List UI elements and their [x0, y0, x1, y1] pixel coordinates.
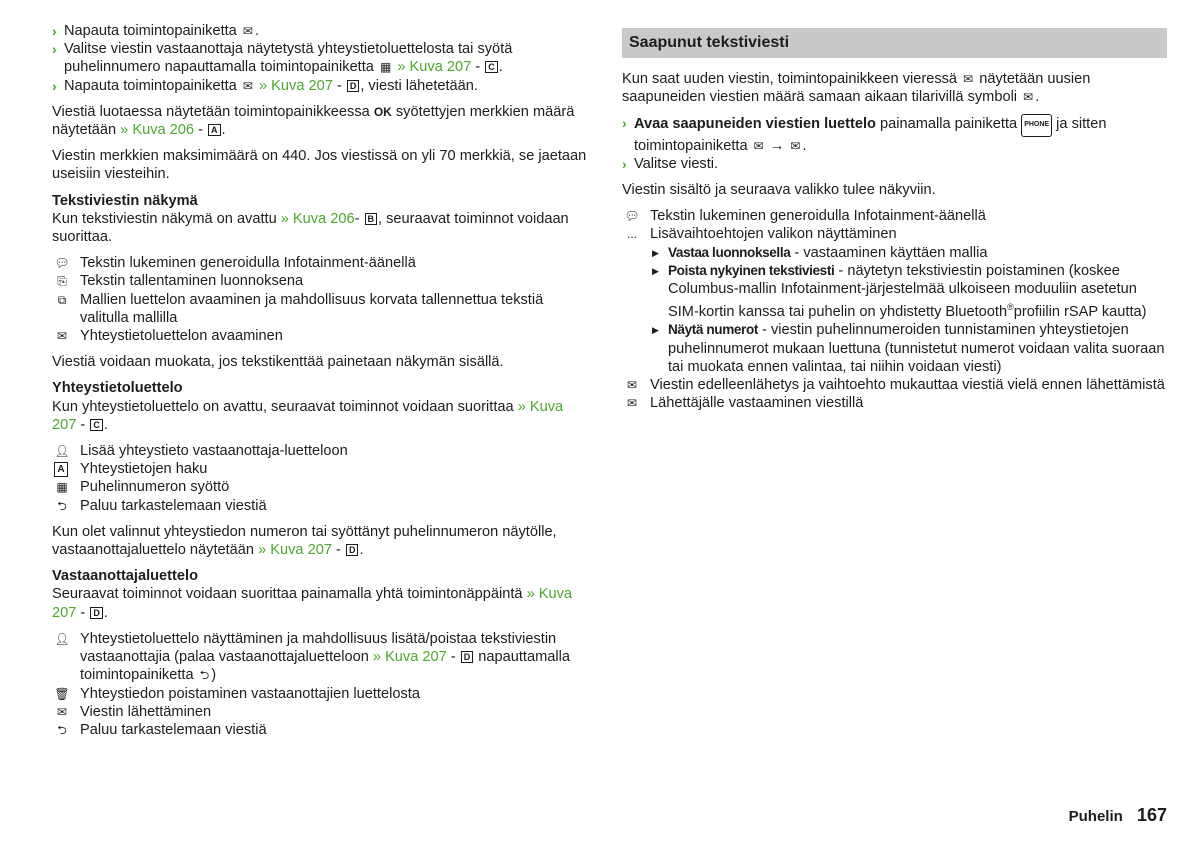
list-item-text: Lähettäjälle vastaaminen viestillä: [650, 395, 864, 412]
figure-link[interactable]: » Kuva 207: [397, 59, 472, 76]
sub-list-item: [650, 244, 1167, 262]
list-item: [622, 394, 1167, 412]
figure-callout: A: [208, 124, 221, 136]
save-draft-icon: ⎘: [57, 274, 67, 289]
list-item-text: Puhelinnumeron syöttö: [80, 479, 230, 496]
list-item: [52, 497, 590, 515]
sub-item-text: - vastaaminen käyttäen mallia: [794, 244, 988, 261]
paragraph-text: , seuraavat toiminnot voidaan suorittaa.: [52, 210, 569, 246]
paragraph-text: syötettyjen merkkien määrä näytetään: [52, 103, 575, 139]
step-text: ja sitten toimintopainiketta: [634, 116, 1107, 154]
list-item: [52, 478, 590, 496]
sub-item-text: profiilin rSAP kautta): [1013, 304, 1147, 321]
figure-link[interactable]: » Kuva 207: [259, 77, 333, 94]
back-arrow-icon: ⮌: [199, 668, 210, 683]
step-arrow-icon: ›: [622, 155, 627, 172]
keypad-icon: ▦: [56, 480, 68, 495]
list-item-text: Lisävaihtoehtojen valikon näyttäminen: [650, 226, 897, 243]
paragraph: Viestin sisältö ja seuraava valikko tulee näkyviin.: [622, 182, 936, 199]
figure-callout: C: [485, 61, 498, 73]
list-item-text: Tekstin lukeminen generoidulla Infotainment-äänellä: [80, 255, 416, 272]
step-text: Napauta toimintopainiketta: [64, 23, 237, 39]
option-name: Vastaa luonnoksella: [668, 244, 791, 260]
figure-link[interactable]: » Kuva 206: [120, 122, 195, 139]
list-item: [52, 442, 590, 460]
list-item-text: Yhteystietoluettelon avaaminen: [80, 328, 283, 345]
search-letter-icon: A: [54, 462, 68, 477]
list-item-text: Mallien luettelon avaaminen ja mahdollisuus korvata tallennettua tekstiä valitulla mallilla: [80, 291, 544, 326]
step-text: painamalla painiketta: [880, 116, 1018, 133]
step: [622, 114, 1167, 154]
figure-link[interactable]: » Kuva 207: [258, 542, 332, 559]
step-bold-text: Avaa saapuneiden viestien luettelo: [634, 116, 876, 133]
step-arrow-icon: ›: [52, 77, 57, 94]
section-heading: Saapunut tekstiviesti: [622, 28, 1167, 58]
step-text: .: [498, 59, 503, 76]
step-text: .: [802, 137, 807, 154]
list-item-text: Lisää yhteystieto vastaanottaja-luetteloon: [80, 443, 348, 460]
list-item-text: Viestin edelleenlähetys ja vaihtoehto mukauttaa viestiä vielä ennen lähettämistä: [650, 376, 1165, 393]
trash-icon: 🗑︎: [54, 686, 70, 701]
paragraph-text: Seuraavat toiminnot voidaan suorittaa painamalla yhtä toimintonäppäintä: [52, 586, 523, 603]
list-item-text: Paluu tarkastelemaan viestiä: [80, 497, 267, 514]
envelope-icon: ✉: [753, 138, 764, 153]
list-item: [622, 376, 1167, 394]
envelope-icon: ✉: [1023, 90, 1034, 105]
figure-callout: B: [365, 213, 378, 225]
page-footer: [1069, 805, 1167, 826]
paragraph-text: Kun olet valinnut yhteystiedon numeron tai syöttänyt puhelinnumeron näytölle, vastaanottajaluettelo näytetään: [52, 523, 557, 559]
section-heading: Tekstiviestin näkymä: [52, 192, 198, 209]
triangle-bullet-icon: ▶: [652, 325, 659, 336]
paragraph-text: Kun saat uuden viestin, toimintopainikkeen vieressä: [622, 71, 958, 87]
list-item: [52, 703, 590, 721]
forward-message-icon: ✉: [626, 377, 638, 392]
page-number: 167: [1136, 805, 1167, 825]
figure-callout: C: [90, 419, 103, 431]
paragraph-text: .: [221, 122, 226, 139]
triangle-bullet-icon: ▶: [652, 247, 659, 258]
back-arrow-icon: ⮌: [57, 498, 67, 513]
list-item: [52, 327, 590, 345]
left-column: [52, 22, 590, 747]
list-item-text: napauttamalla toimintopainiketta: [80, 649, 570, 684]
send-message-icon: ✉: [242, 78, 253, 93]
figure-callout: D: [461, 651, 474, 663]
option-name: Poista nykyinen tekstiviesti: [668, 262, 835, 278]
registered-mark: ®: [1007, 302, 1014, 313]
step: [52, 22, 590, 40]
option-name: Näytä numerot: [668, 322, 758, 338]
list-item: [52, 272, 590, 290]
list-item: [622, 225, 1167, 375]
paragraph-text: Viestiä luotaessa näytetään toimintopainikkeessa: [52, 103, 370, 120]
list-item: [52, 254, 590, 272]
speech-bubble-icon: 💬︎: [54, 256, 70, 271]
figure-callout: D: [347, 80, 360, 92]
sub-item-text: - näytetyn tekstiviestin poistaminen (koskee Columbus-mallin Infotainment-järjestelmää ulkoiseen moduuliin asetetun SIM-kortin kanssa tai puhelin on yhdistetty Bluetooth: [668, 262, 1137, 321]
templates-icon: ⧉: [57, 292, 67, 307]
list-item: 👤︎ Yhteystietoluettelo näyttäminen ja mahdollisuus lisätä/poistaa tekstiviestin vastaanottajia (palaa vastaanottajaluetteloon » Kuva 207 - D napauttamalla toimintopainiketta ⮌ ): [52, 630, 590, 685]
paragraph: Kun olet valinnut yhteystiedon numeron tai syöttänyt puhelinnumeron näytölle, vastaanottajaluettelo näytetään » Kuva 207 - D .: [52, 523, 557, 559]
right-column: [622, 28, 1167, 412]
list-item-text: Viestin lähettäminen: [80, 703, 212, 720]
figure-callout: D: [90, 607, 103, 619]
paragraph-text: näytetään uusien saapuneiden viestien määrä samaan aikaan tilarivillä symboli: [622, 71, 1091, 106]
arrow-symbol: →: [769, 137, 785, 154]
section-heading: Vastaanottajaluettelo: [52, 568, 198, 585]
person-icon: 👤︎: [54, 631, 70, 646]
inbox-icon: ✉: [790, 138, 801, 153]
more-options-icon: ...: [626, 227, 637, 242]
text-view-section: [52, 192, 590, 372]
figure-callout: D: [346, 544, 359, 556]
section-intro: Seuraavat toiminnot voidaan suorittaa painamalla yhtä toimintonäppäintä » Kuva 207 - D .: [52, 586, 573, 621]
contacts-message-icon: ✉: [56, 329, 68, 344]
figure-link[interactable]: » Kuva 206: [280, 210, 355, 227]
list-item-text: Tekstin lukeminen generoidulla Infotainment-äänellä: [650, 208, 986, 225]
section-heading: Yhteystietoluettelo: [52, 380, 183, 397]
send-message-icon: ✉: [242, 24, 253, 38]
envelope-icon: ✉: [963, 72, 974, 86]
paragraph: Viestin merkkien maksimimäärä on 440. Jos viestissä on yli 70 merkkiä, se jaetaan useisiin viesteihin.: [52, 148, 587, 183]
footer-section-name: Puhelin: [1068, 808, 1123, 825]
figure-link[interactable]: » Kuva 207: [372, 649, 447, 666]
step-arrow-icon: ›: [52, 41, 57, 58]
list-item: [622, 207, 1167, 225]
sub-list-item: [650, 321, 1167, 376]
reply-message-icon: ✉: [626, 396, 638, 411]
step-arrow-icon: ›: [622, 115, 627, 132]
step-arrow-icon: ›: [52, 23, 57, 39]
step-text: Valitse viestin vastaanottaja näytetystä yhteystietoluettelosta tai syötä puhelinnumero napauttamalla toimintopainiketta: [64, 41, 513, 76]
step-text: Napauta toimintopainiketta: [64, 77, 237, 94]
ok-symbol: OK: [373, 104, 392, 119]
list-item: [52, 460, 590, 478]
paragraph-text: .: [359, 542, 364, 559]
sub-list-item: [650, 262, 1167, 321]
keypad-icon: ▦: [379, 60, 392, 75]
paragraph: Viestiä voidaan muokata, jos tekstikenttää painetaan näkymän sisällä.: [52, 354, 504, 371]
sub-item-text: - viestin puhelinnumeroiden tunnistaminen yhteystietojen puhelinnumerot mukaan luettuna (tunnistetut numerot voidaan valita suoraan tai muokata ennen valintaa, tai niihin voidaan viesti): [668, 322, 1165, 375]
phone-button-icon: PHONE: [1021, 114, 1052, 136]
back-arrow-icon: ⮌: [57, 722, 67, 737]
triangle-bullet-icon: ▶: [652, 265, 659, 276]
step-text: .: [254, 23, 259, 39]
list-item: [52, 291, 590, 327]
list-item-text: Paluu tarkastelemaan viestiä: [80, 721, 267, 738]
step-text: , viesti lähetetään.: [360, 77, 478, 94]
step-list: [52, 22, 590, 95]
person-add-icon: 👤︎: [54, 444, 70, 459]
section-intro: Kun tekstiviestin näkymä on avattu » Kuva 206- B , seuraavat toiminnot voidaan suorittaa.: [52, 210, 569, 246]
step-text: Valitse viesti.: [634, 155, 719, 172]
paragraph: Viestiä luotaessa näytetään toimintopainikkeessa OK syötettyjen merkkien määrä näytetään » Kuva 206 - A .: [52, 103, 575, 139]
contacts-section: [52, 379, 590, 559]
sub-list: [650, 244, 1167, 376]
paragraph-text: Kun yhteystietoluettelo on avattu, seuraavat toiminnot voidaan suorittaa: [52, 398, 514, 415]
list-item-text: Yhteystietoluettelo näyttäminen ja mahdollisuus lisätä/poistaa tekstiviestin vastaanottajia (palaa vastaanottajaluetteloon: [80, 630, 557, 666]
speech-bubble-icon: 💬︎: [624, 209, 640, 224]
paragraph-text: .: [1035, 89, 1040, 106]
figure-link[interactable]: » Kuva 207: [52, 398, 564, 433]
step-list: [622, 114, 1167, 173]
paragraph: [622, 70, 1167, 106]
list-item-text: Yhteystietojen haku: [80, 461, 208, 478]
step: [622, 155, 1167, 173]
list-item-text: Tekstin tallentaminen luonnoksena: [80, 273, 304, 290]
paragraph-text: .: [103, 416, 108, 433]
section-intro: Kun yhteystietoluettelo on avattu, seuraavat toiminnot voidaan suorittaa » Kuva 207 - C .: [52, 398, 564, 433]
list-item-text: ): [211, 667, 217, 684]
list-item-text: Yhteystiedon poistaminen vastaanottajien luettelosta: [80, 685, 420, 702]
paragraph-text: Kun tekstiviestin näkymä on avattu: [52, 210, 277, 227]
figure-link[interactable]: » Kuva 207: [52, 586, 573, 621]
step: › Valitse viestin vastaanottaja näytetystä yhteystietoluettelosta tai syötä puhelinnumero napauttamalla toimintopainiketta ▦ » Kuva 207 - C .: [52, 41, 513, 76]
step: › Napauta toimintopainiketta ✉ » Kuva 207 - D , viesti lähetetään.: [52, 77, 478, 94]
list-item: [52, 721, 590, 739]
paragraph-text: .: [103, 604, 108, 621]
list-item: [52, 685, 590, 703]
recipients-section: [52, 567, 590, 739]
send-message-icon: ✉: [56, 704, 68, 719]
